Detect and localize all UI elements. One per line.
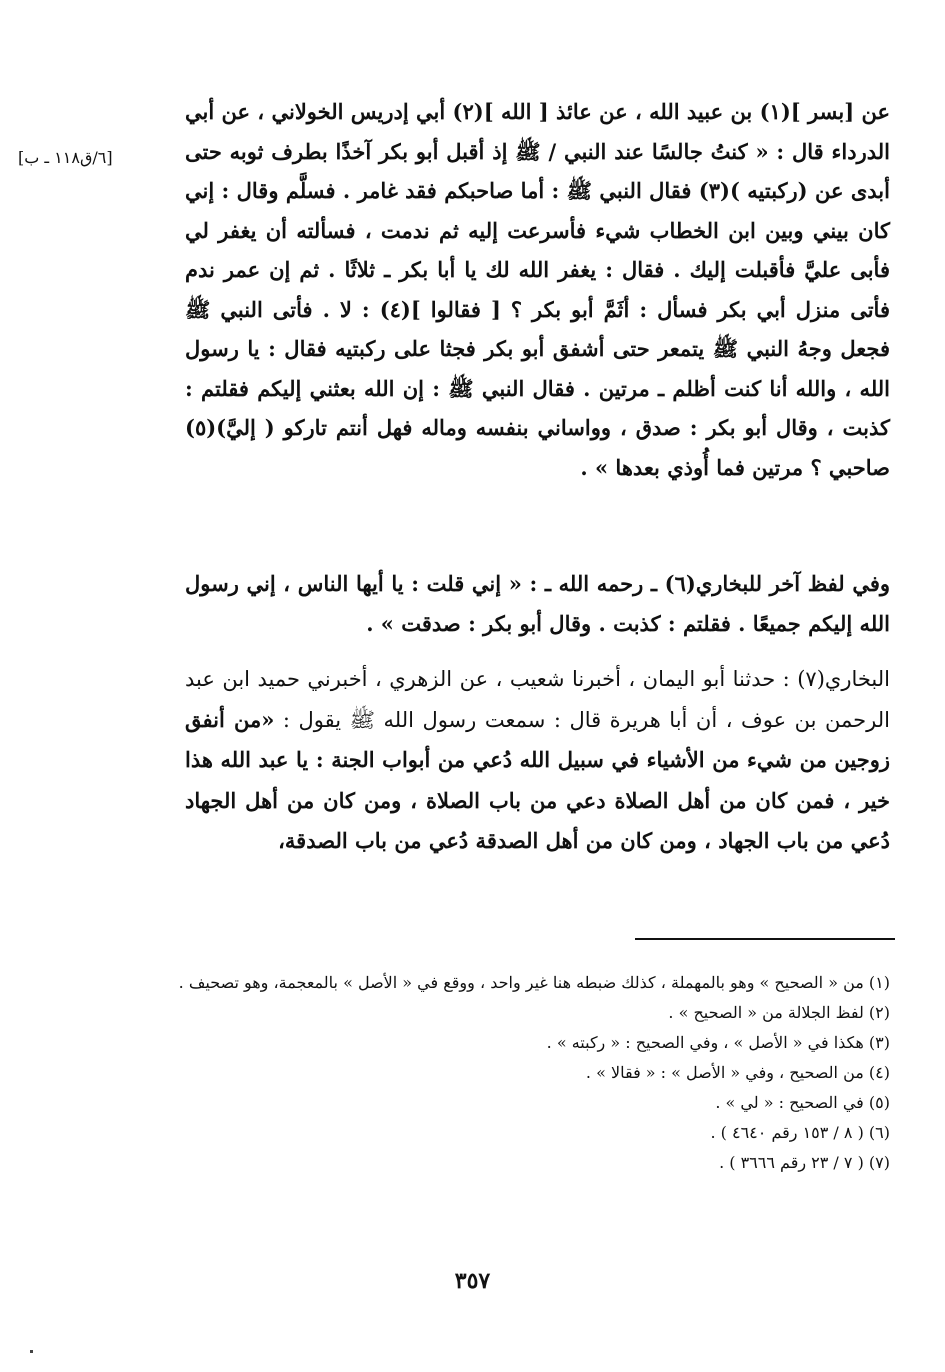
footnote-7: (٧) ( ٧ / ٢٣ رقم ٣٦٦٦ ) .: [719, 1153, 890, 1172]
footnote-separator: [635, 938, 895, 940]
paragraph-hadith-abu-darda: عن [بسر ](١) بن عبيد الله ، عن عائذ [ الله ](٢) أبي إدريس الخولاني ، عن أبي الدرداء قال : « كنتُ جالسًا عند النبي / ﷺ إذ أقبل أبو بكر آخذًا بطرف ثوبه حتى أبدى عن (ركبتيه )(٣) فقال النبي ﷺ : أما صاحبكم فقد غامر . فسلَّم وقال : إني كان بيني وبين ابن الخطاب شيء فأسرعت إليه ثم ندمت ، فسألته أن يغفر لي فأبى عليَّ فأقبلت إليك . فقال : يغفر الله لك يا أبا بكر ـ ثلاثًا . ثم إن عمر ندم فأتى منزل أبي بكر فسأل : أثَمَّ أبو بكر ؟ [ فقالوا ](٤) : لا . فأتى النبي ﷺ فجعل وجهُ النبي ﷺ يتمعر حتى أشفق أبو بكر فجثا على ركبتيه فقال : يا رسول الله ، والله أنا كنت أظلم ـ مرتين . فقال النبي ﷺ : إن الله بعثني إليكم فقلتم : كذبت ، وقال أبو بكر : صدق ، وواساني بنفسه وماله فهل أنتم تاركو ( إليَّ)(٥) صاحبي ؟ مرتين فما أُوذي بعدها » .: [185, 99, 890, 480]
scan-speck: [30, 1350, 33, 1353]
footnote-1: (١) من « الصحيح » وهو بالمهملة ، كذلك ضبطه هنا غير واحد ، ووقع في « الأصل » بالمعجمة، وهو تصحيف .: [178, 973, 890, 992]
isnad-text: البخاري(٧) : حدثنا أبو اليمان ، أخبرنا شعيب ، عن الزهري ، أخبرني حميد ابن عبد الرحمن بن عوف ، أن أبا هريرة قال : سمعت رسول الله ﷺ يقول :: [185, 667, 890, 732]
footnote-2: (٢) لفظ الجلالة من « الصحيح » .: [668, 1003, 890, 1022]
paragraph-bukhari-abu-hurayra: [185, 660, 890, 862]
footnotes: [170, 968, 890, 1178]
footnote-3: (٣) هكذا في « الأصل » ، وفي الصحيح : « ركبته » .: [546, 1033, 890, 1052]
footnote-4: (٤) من الصحيح ، وفي « الأصل » : « فقالا » .: [585, 1063, 890, 1082]
paragraph-bukhari-variant: وفي لفظ آخر للبخاري(٦) ـ رحمه الله ـ : « إني قلت : يا أيها الناس ، إني رسول الله إليكم جميعًا . فقلتم : كذبت . وقال أبو بكر : صدقت » .: [185, 571, 890, 636]
manuscript-folio-reference: [٦/ق١١٨ ـ ب]: [18, 148, 113, 167]
page-number: ٣٥٧: [454, 1268, 491, 1294]
footnote-5: (٥) في الصحيح : « لي » .: [715, 1093, 890, 1112]
footnote-6: (٦) ( ٨ / ١٥٣ رقم ٤٦٤٠ ) .: [710, 1123, 890, 1142]
hadith-quote: «من أنفق زوجين من شيء من الأشياء في سبيل الله دُعي من أبواب الجنة : يا عبد الله هذا خير ، فمن كان من أهل الصلاة دعي من باب الصلاة ، ومن كان من أهل الجهاد دُعي من باب الجهاد ، ومن كان من أهل الصدقة دُعي من باب الصدقة،: [185, 706, 890, 853]
